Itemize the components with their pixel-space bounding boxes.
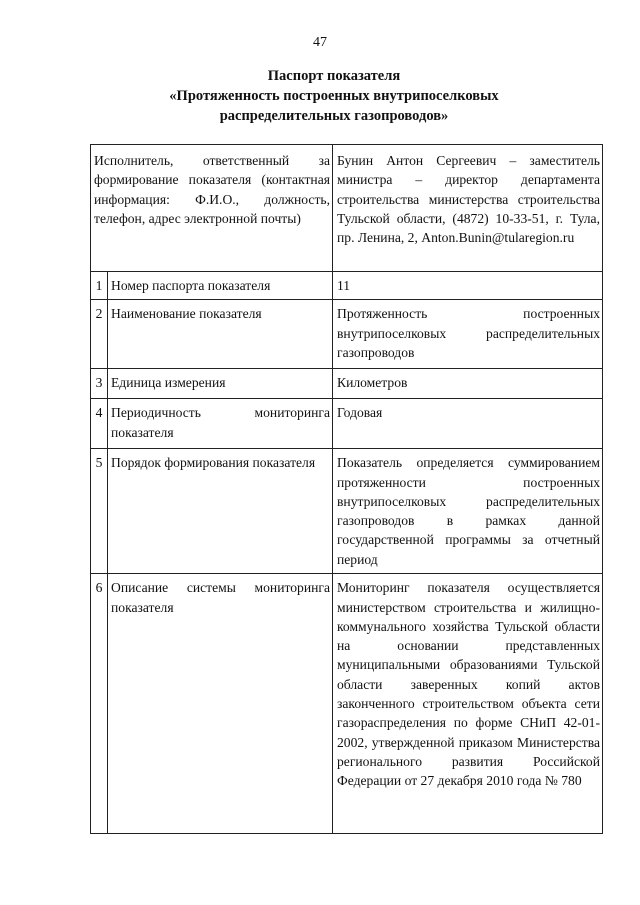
row-value: Протяженность построенных внутрипоселковых распределительных газопроводов <box>333 300 603 369</box>
document-title <box>60 66 608 126</box>
table-row-executor <box>91 145 603 272</box>
table-row <box>91 399 603 449</box>
row-value: Километров <box>333 369 603 399</box>
row-label: Описание системы мониторинга показателя <box>108 574 333 834</box>
row-number: 5 <box>91 449 108 574</box>
passport-table <box>90 144 603 834</box>
row-label: Порядок формирования показателя <box>108 449 333 574</box>
row-number: 6 <box>91 574 108 834</box>
row-value: 11 <box>333 272 603 300</box>
row-label: Номер паспорта показателя <box>108 272 333 300</box>
row-label: Наименование показателя <box>108 300 333 369</box>
title-line-2: «Протяженность построенных внутрипоселковых <box>169 88 499 104</box>
row-number: 2 <box>91 300 108 369</box>
row-number: 4 <box>91 399 108 449</box>
table-row <box>91 272 603 300</box>
table-row <box>91 449 603 574</box>
title-line-1: Паспорт показателя <box>267 68 401 84</box>
title-line-3: распределительных газопроводов» <box>219 108 449 124</box>
row-label: Единица измерения <box>108 369 333 399</box>
table-row <box>91 369 603 399</box>
table-row <box>91 300 603 369</box>
row-value: Годовая <box>333 399 603 449</box>
row-number: 1 <box>91 272 108 300</box>
page-number: 47 <box>313 35 327 50</box>
table-row <box>91 574 603 834</box>
row-value: Показатель определяется суммированием протяженности построенных внутрипоселковых распределительных газопроводов в рамках данной государственной программы за отчетный период <box>333 449 603 574</box>
row-label: Периодичность мониторинга показателя <box>108 399 333 449</box>
executor-label: Исполнитель, ответственный за формирование показателя (контактная информация: Ф.И.О., должность, телефон, адрес электронной почты) <box>91 145 333 272</box>
row-number: 3 <box>91 369 108 399</box>
row-value: Мониторинг показателя осуществляется министерством строительства и жилищно-коммунального хозяйства Тульской области на основании представленных муниципальными образованиями Тульской области заверенных копий актов законченного строительством объекта сети газораспределения по форме СНиП 42-01-2002, утвержденной приказом Министерства регионального развития Российской Федерации от 27 декабря 2010 года № 780 <box>333 574 603 834</box>
executor-value: Бунин Антон Сергеевич – заместитель министра – директор департамента строительства министерства строительства Тульской области, (4872) 10-33-51, г. Тула, пр. Ленина, 2, Anton.Bunin@tularegion.ru <box>333 145 603 272</box>
